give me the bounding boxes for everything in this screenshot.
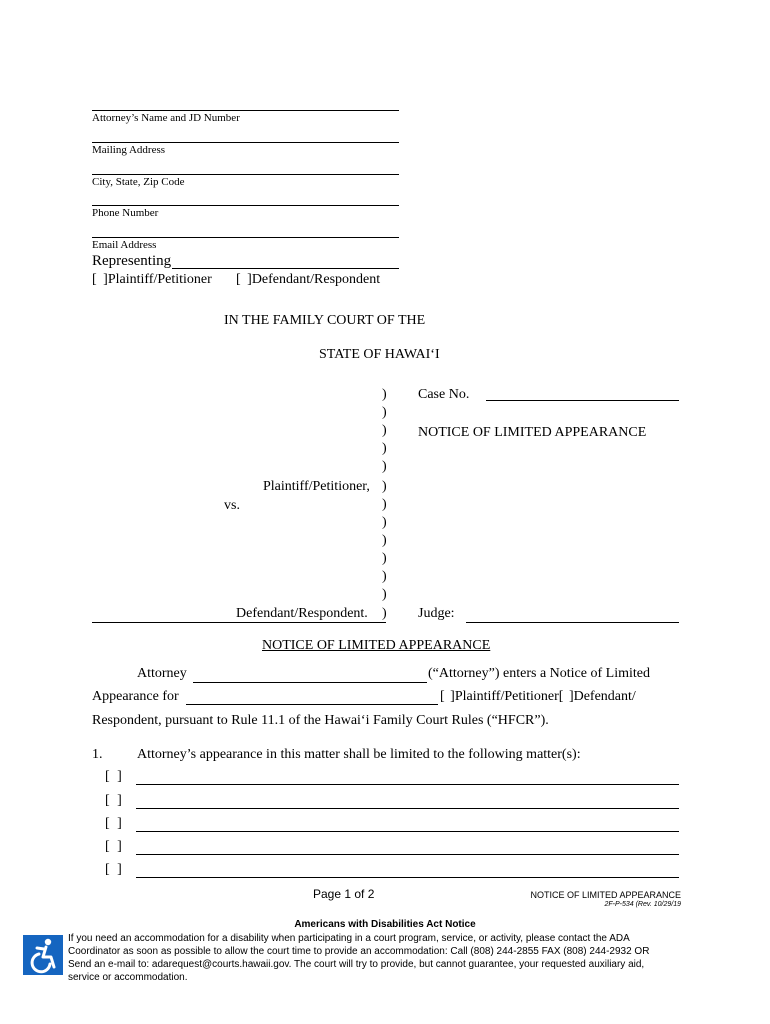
- judge-label: Judge:: [418, 606, 455, 621]
- plaintiff-petitioner-label: Plaintiff/Petitioner,: [263, 479, 370, 494]
- caption-paren: ): [382, 387, 387, 402]
- caption-paren: ): [382, 479, 387, 494]
- city-state-zip-label: City, State, Zip Code: [92, 176, 185, 188]
- caption-paren: ): [382, 569, 387, 584]
- ada-line-3: Send an e-mail to: adarequest@courts.hawaii.gov. The court will try to provide, but cannot guarantee, your requested auxiliary aid,: [68, 959, 645, 970]
- matter-checkbox[interactable]: [ ]: [105, 769, 122, 784]
- attorney-name-line[interactable]: [92, 110, 399, 111]
- court-title-line1: IN THE FAMILY COURT OF THE: [224, 313, 426, 328]
- court-title-line2: STATE OF HAWAIʻI: [319, 347, 440, 362]
- enters-notice-text: (“Attorney”) enters a Notice of Limited: [428, 666, 650, 681]
- party-checkbox-options[interactable]: [ ]Plaintiff/Petitioner[ ]Defendant/: [440, 689, 636, 704]
- matter-checkbox[interactable]: [ ]: [105, 793, 122, 808]
- appearance-for-label: Appearance for: [92, 689, 179, 704]
- caption-paren: ): [382, 459, 387, 474]
- matter-line[interactable]: [136, 877, 679, 878]
- phone-number-line[interactable]: [92, 205, 399, 206]
- phone-number-label: Phone Number: [92, 207, 159, 219]
- ada-line-4: service or accommodation.: [68, 972, 188, 983]
- defendant-checkbox-option[interactable]: [ ]Defendant/Respondent: [236, 272, 381, 287]
- ada-line-1: If you need an accommodation for a disability when participating in a court program, service, or activity, please contact the ADA: [68, 933, 630, 944]
- caption-paren: ): [382, 533, 387, 548]
- matter-checkbox[interactable]: [ ]: [105, 862, 122, 877]
- matter-checkbox[interactable]: [ ]: [105, 839, 122, 854]
- caption-paren: ): [382, 423, 387, 438]
- notice-heading: NOTICE OF LIMITED APPEARANCE: [262, 638, 491, 653]
- caption-paren: ): [382, 497, 387, 512]
- ada-line-2: Coordinator as soon as possible to allow the court time to provide an accommodation: Call (808) 244-2855 FAX (808) 244-2932 OR: [68, 946, 650, 957]
- plaintiff-checkbox-option[interactable]: [ ]Plaintiff/Petitioner: [92, 272, 212, 287]
- matter-line[interactable]: [136, 784, 679, 785]
- item-text: Attorney’s appearance in this matter shall be limited to the following matter(s):: [137, 747, 581, 762]
- caption-paren: ): [382, 441, 387, 456]
- caption-paren: ): [382, 405, 387, 420]
- matter-line[interactable]: [136, 808, 679, 809]
- item-number: 1.: [92, 747, 103, 762]
- ada-title: Americans with Disabilities Act Notice: [294, 919, 476, 930]
- city-state-zip-line[interactable]: [92, 174, 399, 175]
- rule-text: Respondent, pursuant to Rule 11.1 of the Hawaiʻi Family Court Rules (“HFCR”).: [92, 713, 549, 728]
- email-address-line[interactable]: [92, 237, 399, 238]
- attorney-word: Attorney: [137, 666, 187, 681]
- caption-paren: ): [382, 587, 387, 602]
- footer-form-title: NOTICE OF LIMITED APPEARANCE: [530, 890, 681, 900]
- caption-notice-title: NOTICE OF LIMITED APPEARANCE: [418, 425, 647, 440]
- mailing-address-line[interactable]: [92, 142, 399, 143]
- accessibility-icon: [23, 935, 63, 975]
- case-no-label: Case No.: [418, 387, 470, 402]
- matter-checkbox[interactable]: [ ]: [105, 816, 122, 831]
- attorney-name-field[interactable]: [193, 682, 427, 683]
- caption-paren: ): [382, 551, 387, 566]
- defendant-respondent-label: Defendant/Respondent.: [236, 606, 368, 621]
- caption-paren: ): [382, 606, 387, 621]
- mailing-address-label: Mailing Address: [92, 144, 166, 156]
- vs-label: vs.: [224, 498, 240, 513]
- email-address-label: Email Address: [92, 239, 157, 251]
- representing-line[interactable]: [172, 268, 399, 269]
- judge-line[interactable]: [466, 622, 679, 623]
- footer-form-number: 2F-P-534 (Rev. 10/29/19: [604, 901, 681, 908]
- case-no-line[interactable]: [486, 400, 679, 401]
- appearance-for-field[interactable]: [186, 704, 438, 705]
- representing-label: Representing: [92, 253, 172, 269]
- defendant-name-line[interactable]: [92, 622, 386, 623]
- page-number: Page 1 of 2: [313, 887, 375, 901]
- matter-line[interactable]: [136, 831, 679, 832]
- attorney-name-label: Attorney’s Name and JD Number: [92, 112, 240, 124]
- matter-line[interactable]: [136, 854, 679, 855]
- caption-paren: ): [382, 515, 387, 530]
